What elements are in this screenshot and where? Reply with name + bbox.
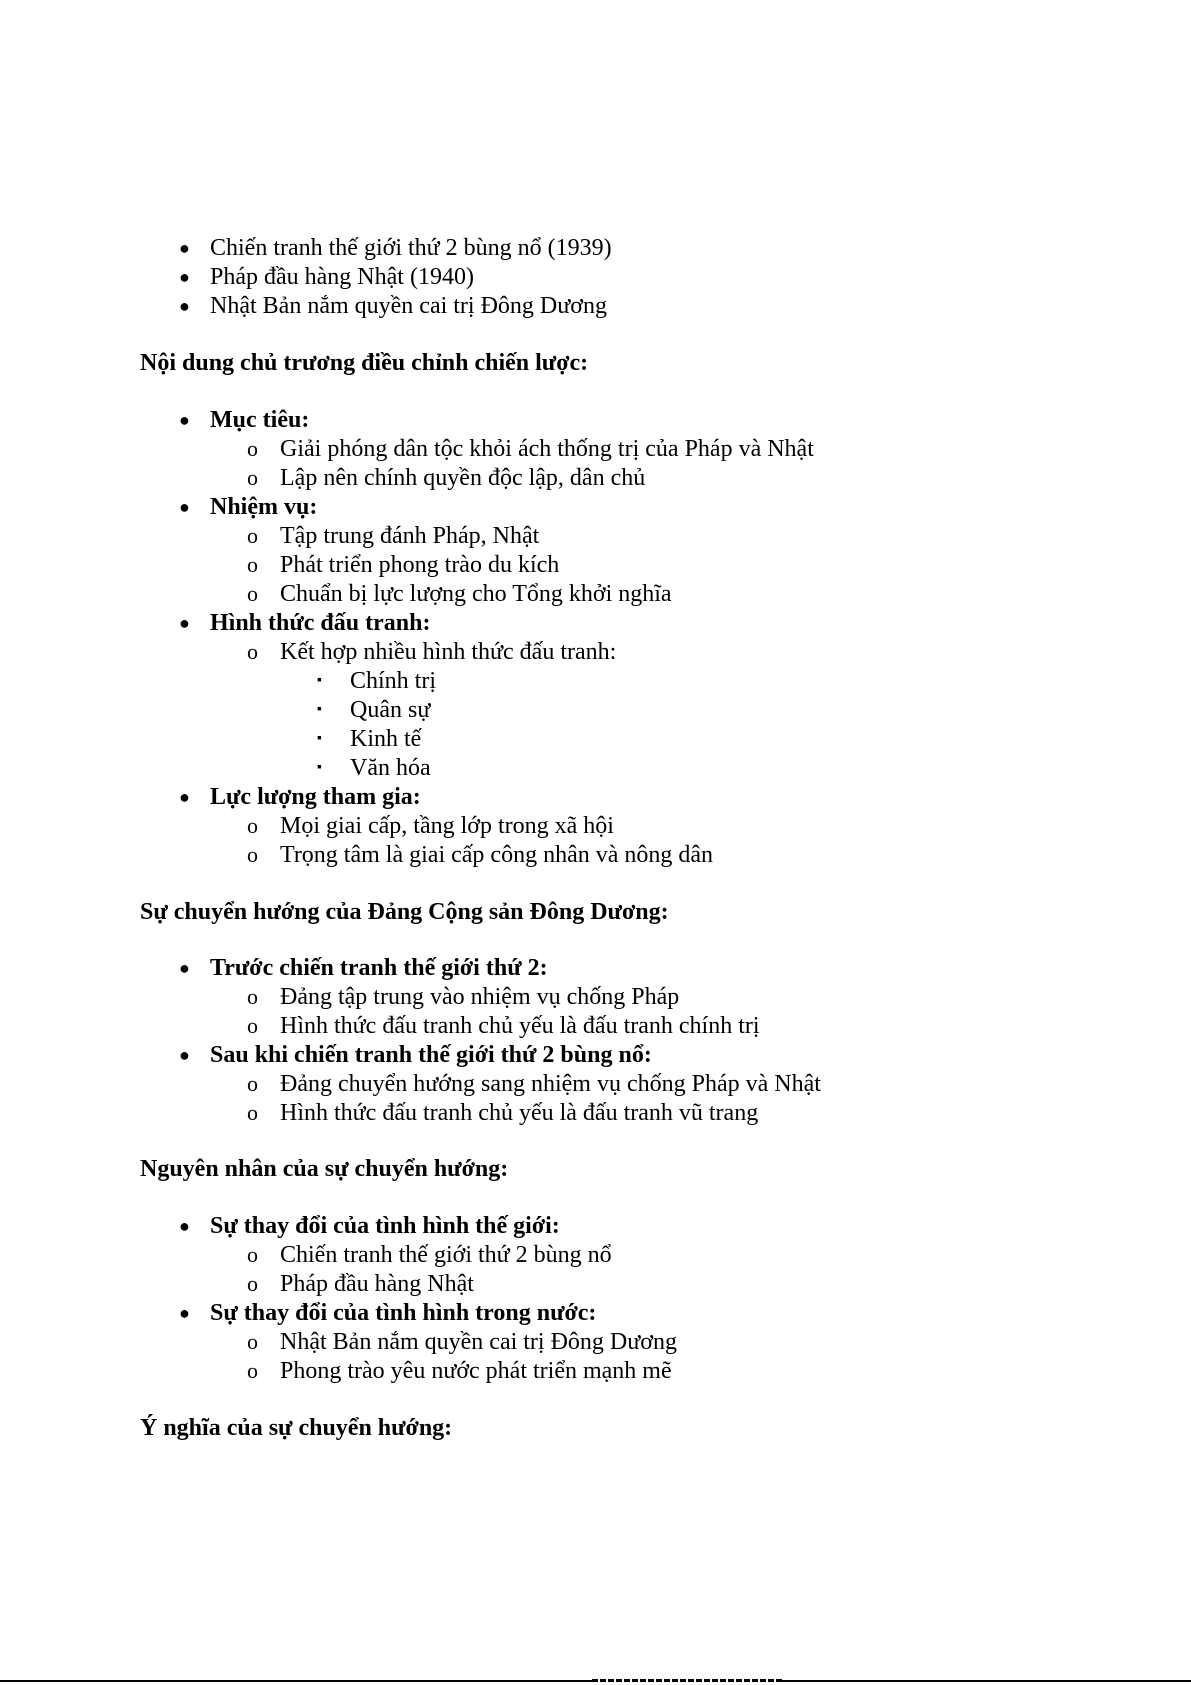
circle-bullet-icon: o	[247, 552, 258, 577]
bullet-icon: ●	[179, 1216, 190, 1236]
list-item-text: Pháp đầu hàng Nhật (1940)	[210, 264, 474, 290]
bullet-icon: ●	[179, 497, 190, 517]
circle-bullet-icon: o	[247, 1100, 258, 1125]
circle-bullet-icon: o	[247, 1271, 258, 1296]
square-bullet-icon: ▪	[317, 673, 322, 688]
sub-sub-list-item-text: Chính trị	[350, 668, 437, 694]
circle-bullet-icon: o	[247, 984, 258, 1009]
page-bottom-rule-accent	[592, 1679, 782, 1682]
sub-list-item-text: Chiến tranh thế giới thứ 2 bùng nổ	[280, 1242, 612, 1268]
list-item-label: Lực lượng tham gia:	[210, 784, 421, 810]
bullet-icon: ●	[179, 1045, 190, 1065]
bullet-icon: ●	[179, 613, 190, 633]
sub-list-item-text: Mọi giai cấp, tầng lớp trong xã hội	[280, 813, 614, 839]
circle-bullet-icon: o	[247, 1071, 258, 1096]
bullet-icon: ●	[179, 410, 190, 430]
square-bullet-icon: ▪	[317, 760, 322, 775]
circle-bullet-icon: o	[247, 842, 258, 867]
circle-bullet-icon: o	[247, 465, 258, 490]
circle-bullet-icon: o	[247, 813, 258, 838]
list-item-label: Sự thay đổi của tình hình thế giới:	[210, 1213, 560, 1239]
list-item-label: Trước chiến tranh thế giới thứ 2:	[210, 955, 548, 981]
sub-list-item-text: Phát triển phong trào du kích	[280, 552, 560, 578]
sub-list-item-text: Hình thức đấu tranh chủ yếu là đấu tranh vũ trang	[280, 1100, 759, 1126]
bullet-icon: ●	[179, 296, 190, 316]
sub-list-item-text: Nhật Bản nắm quyền cai trị Đông Dương	[280, 1329, 677, 1355]
square-bullet-icon: ▪	[317, 731, 322, 746]
sub-list-item-text: Phong trào yêu nước phát triển mạnh mẽ	[280, 1358, 672, 1384]
sub-list-item-text: Pháp đầu hàng Nhật	[280, 1271, 474, 1297]
list-item-label: Nhiệm vụ:	[210, 494, 318, 520]
sub-list-item-text: Hình thức đấu tranh chủ yếu là đấu tranh chính trị	[280, 1013, 760, 1039]
section-heading: Sự chuyển hướng của Đảng Cộng sản Đông Dương:	[140, 899, 669, 925]
list-item-label: Mục tiêu:	[210, 407, 310, 433]
sub-list-item-text: Tập trung đánh Pháp, Nhật	[280, 523, 540, 549]
bullet-icon: ●	[179, 787, 190, 807]
sub-sub-list-item-text: Quân sự	[350, 697, 431, 723]
list-item-label: Sự thay đổi của tình hình trong nước:	[210, 1300, 597, 1326]
list-item-text: Nhật Bản nắm quyền cai trị Đông Dương	[210, 293, 607, 319]
sub-sub-list-item-text: Văn hóa	[350, 755, 431, 781]
bullet-icon: ●	[179, 1303, 190, 1323]
circle-bullet-icon: o	[247, 1358, 258, 1383]
sub-list-item-text: Đảng tập trung vào nhiệm vụ chống Pháp	[280, 984, 680, 1010]
circle-bullet-icon: o	[247, 1013, 258, 1038]
sub-list-item-text: Đảng chuyển hướng sang nhiệm vụ chống Pháp và Nhật	[280, 1071, 821, 1097]
sub-list-item-text: Chuẩn bị lực lượng cho Tổng khởi nghĩa	[280, 581, 672, 607]
section-heading: Ý nghĩa của sự chuyển hướng:	[140, 1415, 453, 1441]
sub-list-item-text: Kết hợp nhiều hình thức đấu tranh:	[280, 639, 617, 665]
bullet-icon: ●	[179, 267, 190, 287]
list-item-label: Sau khi chiến tranh thế giới thứ 2 bùng nổ:	[210, 1042, 652, 1068]
list-item-label: Hình thức đấu tranh:	[210, 610, 431, 636]
circle-bullet-icon: o	[247, 639, 258, 664]
circle-bullet-icon: o	[247, 1329, 258, 1354]
square-bullet-icon: ▪	[317, 702, 322, 717]
sub-list-item-text: Trọng tâm là giai cấp công nhân và nông dân	[280, 842, 714, 868]
bullet-icon: ●	[179, 238, 190, 258]
sub-list-item-text: Giải phóng dân tộc khỏi ách thống trị của Pháp và Nhật	[280, 436, 814, 462]
circle-bullet-icon: o	[247, 436, 258, 461]
circle-bullet-icon: o	[247, 1242, 258, 1267]
section-heading: Nguyên nhân của sự chuyển hướng:	[140, 1156, 509, 1182]
list-item-text: Chiến tranh thế giới thứ 2 bùng nổ (1939)	[210, 235, 612, 261]
sub-list-item-text: Lập nên chính quyền độc lập, dân chủ	[280, 465, 646, 491]
sub-sub-list-item-text: Kinh tế	[350, 726, 422, 752]
bullet-icon: ●	[179, 958, 190, 978]
circle-bullet-icon: o	[247, 523, 258, 548]
section-heading: Nội dung chủ trương điều chỉnh chiến lược:	[140, 350, 589, 376]
circle-bullet-icon: o	[247, 581, 258, 606]
